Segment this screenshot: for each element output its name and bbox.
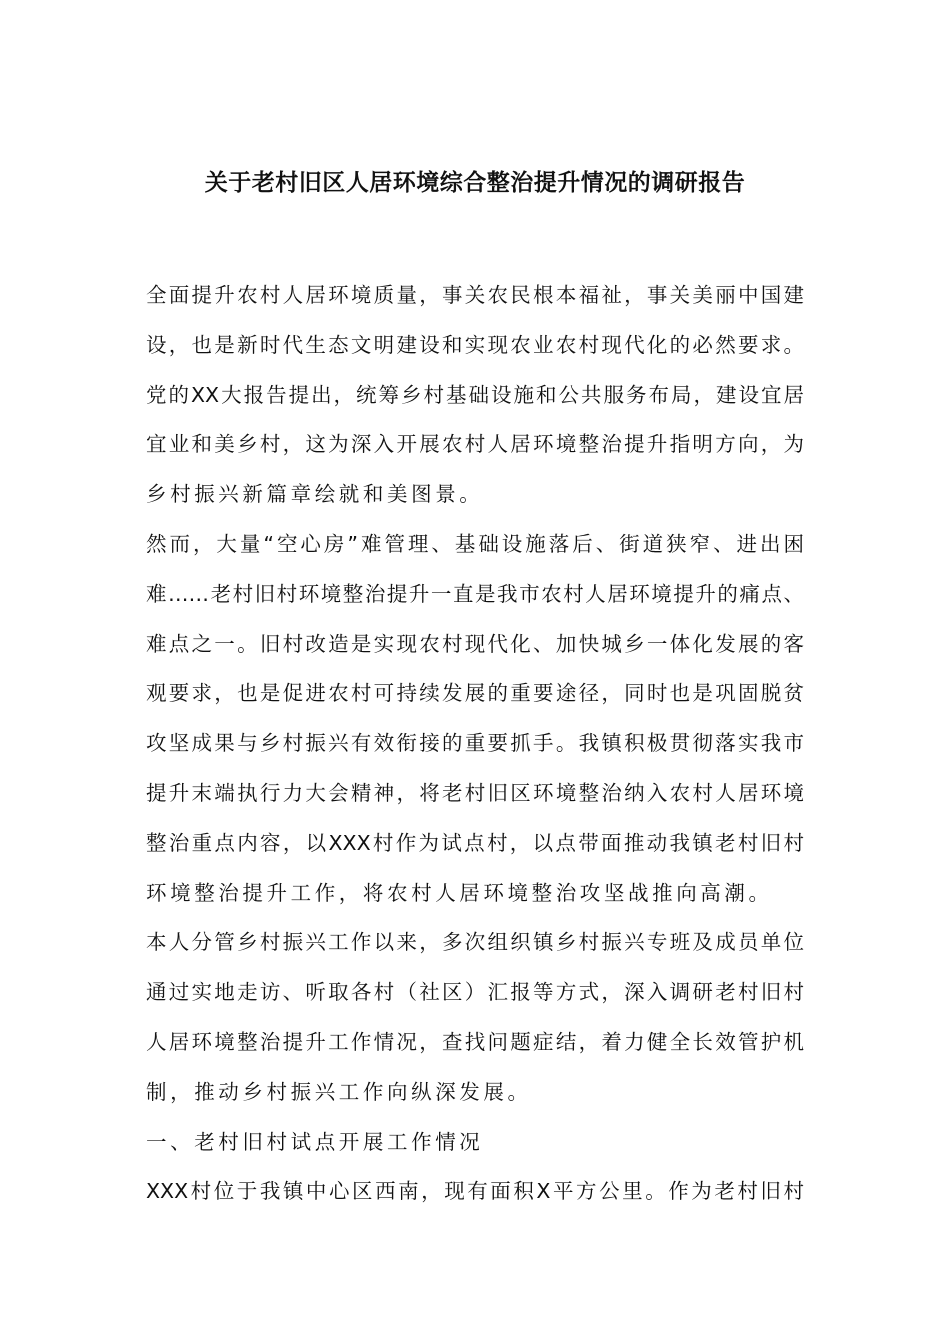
text-line: 提升末端执行力大会精神，将老村旧区环境整治纳入农村人居环境	[146, 780, 804, 805]
document-body	[146, 271, 804, 1217]
text-line: 攻坚成果与乡村振兴有效衔接的重要抓手。我镇积极贯彻落实我市	[146, 731, 804, 756]
text-line: 一、老村旧村试点开展工作情况	[146, 1129, 484, 1154]
paragraph	[146, 271, 804, 520]
text-line: 通过实地走访、听取各村（社区）汇报等方式，深入调研老村旧村	[146, 980, 804, 1005]
text-line: XXX村位于我镇中心区西南，现有面积X平方公里。作为老村旧村	[146, 1179, 804, 1204]
text-line: 制，推动乡村振兴工作向纵深发展。	[146, 1079, 532, 1104]
text-line: 观要求，也是促进农村可持续发展的重要途径，同时也是巩固脱贫	[146, 681, 804, 706]
document-title: 关于老村旧区人居环境综合整治提升情况的调研报告	[204, 169, 746, 196]
text-line: 党的XX大报告提出，统筹乡村基础设施和公共服务布局，建设宜居	[146, 382, 804, 407]
text-line: 然而，大量“空心房”难管理、基础设施落后、街道狭窄、进出困	[146, 531, 804, 556]
text-line: 环境整治提升工作，将农村人居环境整治攻坚战推向高潮。	[146, 880, 773, 905]
text-line: 乡村振兴新篇章绘就和美图景。	[146, 482, 484, 507]
text-line: 本人分管乡村振兴工作以来，多次组织镇乡村振兴专班及成员单位	[146, 930, 804, 955]
section-heading	[146, 1118, 804, 1168]
paragraph	[146, 1167, 804, 1217]
text-line: 难点之一。旧村改造是实现农村现代化、加快城乡一体化发展的客	[146, 631, 804, 656]
text-line: 设，也是新时代生态文明建设和实现农业农村现代化的必然要求。	[146, 332, 804, 357]
text-line: 人居环境整治提升工作情况，查找问题症结，着力健全长效管护机	[146, 1029, 804, 1054]
text-line: 全面提升农村人居环境质量，事关农民根本福祉，事关美丽中国建	[146, 283, 804, 307]
text-line: 整治重点内容，以XXX村作为试点村，以点带面推动我镇老村旧村	[146, 830, 804, 855]
paragraph	[146, 520, 804, 918]
text-line: 难……老村旧村环境整治提升一直是我市农村人居环境提升的痛点、	[146, 581, 804, 606]
paragraph	[146, 918, 804, 1117]
text-line: 宜业和美乡村，这为深入开展农村人居环境整治提升指明方向，为	[146, 432, 804, 457]
